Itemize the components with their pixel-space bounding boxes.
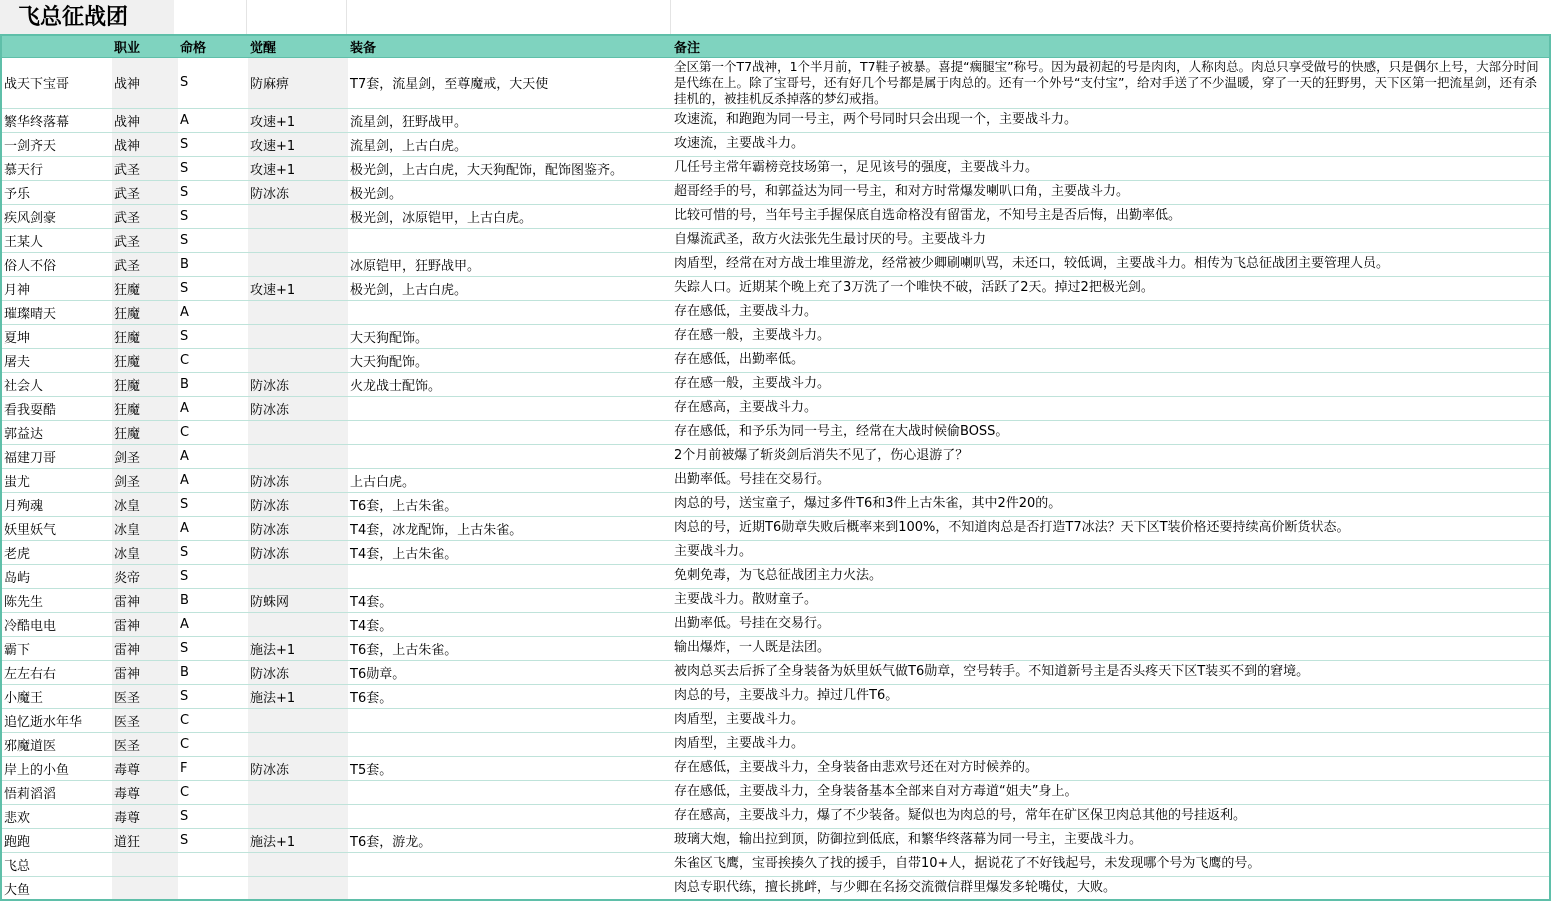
cell-name[interactable]: 福建刀哥	[4, 450, 57, 466]
table-row	[2, 132, 1551, 156]
cell-name[interactable]: 跑跑	[4, 834, 31, 850]
cell-name[interactable]: 霸下	[4, 642, 31, 658]
cell-class[interactable]: 毒尊	[112, 756, 178, 780]
cell-awakening[interactable]	[248, 444, 348, 468]
cell-rank[interactable]: S	[180, 75, 189, 90]
cell-rank[interactable]: B	[180, 664, 189, 680]
table-row	[2, 828, 1551, 852]
cell-awakening[interactable]: 施法+1	[248, 636, 348, 660]
cell-equipment[interactable]	[348, 876, 672, 900]
cell-rank[interactable]: S	[180, 184, 189, 200]
cell-rank[interactable]: B	[180, 376, 189, 392]
cell-notes[interactable]: 存在感低，主要战斗力，全身装备基本全部来自对方毒道“姐夫”身上。	[674, 784, 1078, 799]
cell-awakening[interactable]: 防冰冻	[248, 396, 348, 420]
cell-name[interactable]: 悟莉滔滔	[4, 786, 57, 802]
cell-awakening[interactable]: 防麻痹	[248, 57, 348, 108]
header-cell-name[interactable]	[2, 35, 112, 57]
table-row	[2, 252, 1551, 276]
gridline	[346, 0, 347, 34]
cell-name[interactable]: 悲欢	[4, 810, 31, 826]
cell-awakening[interactable]: 攻速+1	[248, 132, 348, 156]
cell-awakening[interactable]	[248, 564, 348, 588]
cell-name[interactable]: 璀璨晴天	[4, 306, 57, 322]
cell-equipment[interactable]: T4套。	[350, 618, 393, 634]
cell-name[interactable]: 疾风剑豪	[4, 210, 57, 226]
table-row	[2, 804, 1551, 828]
cell-awakening[interactable]	[248, 348, 348, 372]
header-row	[2, 35, 1551, 57]
cell-name[interactable]: 飞总	[4, 858, 31, 874]
table-row	[2, 852, 1551, 876]
table-row	[2, 276, 1551, 300]
header-cell-rank[interactable]: 命格	[178, 35, 248, 57]
cell-rank[interactable]: C	[180, 784, 190, 800]
table-row	[2, 396, 1551, 420]
cell-class[interactable]: 雷神	[112, 660, 178, 684]
cell-equipment[interactable]: 上古白虎。	[350, 474, 416, 490]
table-row	[2, 348, 1551, 372]
cell-rank[interactable]: S	[180, 328, 189, 344]
table-row	[2, 660, 1551, 684]
table-row	[2, 156, 1551, 180]
cell-notes[interactable]: 几任号主常年霸榜竞技场第一，足见该号的强度，主要战斗力。	[674, 160, 1039, 175]
cell-class[interactable]: 武圣	[112, 180, 178, 204]
cell-notes[interactable]: 存在感低，出勤率低。	[674, 352, 805, 367]
cell-rank[interactable]	[178, 876, 248, 900]
cell-name[interactable]: 大鱼	[4, 882, 31, 898]
table-row	[2, 564, 1551, 588]
cell-name[interactable]: 妖里妖气	[4, 522, 57, 538]
cell-equipment[interactable]: 大天狗配饰。	[350, 330, 429, 346]
cell-rank[interactable]: S	[180, 208, 189, 224]
table-row	[2, 780, 1551, 804]
cell-notes[interactable]: 存在感一般，主要战斗力。	[674, 328, 831, 343]
cell-class[interactable]: 医圣	[112, 732, 178, 756]
cell-notes[interactable]: 2个月前被爆了斩炎剑后消失不见了，伤心退游了？	[674, 448, 969, 463]
cell-notes[interactable]: 攻速流，和跑跑为同一号主，两个号同时只会出现一个，主要战斗力。	[674, 112, 1078, 127]
cell-class[interactable]: 冰皇	[112, 540, 178, 564]
cell-notes[interactable]: 被肉总买去后拆了全身装备为妖里妖气做T6勋章，空号转手。不知道新号主是否头疼天下区T装买不到的窘境。	[674, 664, 1310, 679]
table-row	[2, 612, 1551, 636]
cell-class[interactable]: 剑圣	[112, 444, 178, 468]
cell-class[interactable]: 雷神	[112, 612, 178, 636]
cell-rank[interactable]: A	[180, 112, 189, 128]
cell-rank[interactable]: S	[180, 232, 189, 248]
cell-equipment[interactable]: 大天狗配饰。	[350, 354, 429, 370]
cell-rank[interactable]: B	[180, 256, 189, 272]
cell-equipment[interactable]	[348, 228, 672, 252]
cell-rank[interactable]	[178, 852, 248, 876]
cell-awakening[interactable]: 防冰冻	[248, 372, 348, 396]
cell-equipment[interactable]: 极光剑。	[350, 186, 403, 202]
cell-equipment[interactable]	[348, 732, 672, 756]
cell-class[interactable]: 道狂	[112, 828, 178, 852]
cell-awakening[interactable]: 防冰冻	[248, 660, 348, 684]
cell-class[interactable]: 战神	[112, 132, 178, 156]
table-row	[2, 468, 1551, 492]
cell-notes[interactable]: 玻璃大炮，输出拉到顶，防御拉到低底，和繁华终落幕为同一号主，主要战斗力。	[674, 832, 1143, 847]
cell-notes[interactable]: 全区第一个T7战神，1个半月前，T7鞋子被暴。喜提“瘸腿宝”称号。因为最初起的号是肉肉，人称肉总。肉总只享受做号的快感，只是偶尔上号，大部分时间是代练在上。除了宝哥号，还有好几个号都是属于肉总的。还有一个外号“支付宝”，给对手送了不少温暖，穿了一天的狂野男，天下区第一把流星剑，还有杀挂机的，被挂机反杀掉落的梦幻戒指。	[674, 58, 1539, 106]
cell-equipment[interactable]: 流星剑，上古白虎。	[350, 138, 468, 154]
cell-rank[interactable]: S	[180, 808, 189, 824]
cell-awakening[interactable]: 防冰冻	[248, 756, 348, 780]
cell-awakening[interactable]	[248, 804, 348, 828]
cell-name[interactable]: 岛屿	[4, 570, 31, 586]
cell-name[interactable]: 社会人	[4, 378, 44, 394]
gridline	[670, 0, 671, 34]
cell-name[interactable]: 予乐	[4, 186, 31, 202]
cell-equipment[interactable]: T6套，上古朱雀。	[350, 498, 458, 514]
cell-awakening[interactable]	[248, 732, 348, 756]
cell-awakening[interactable]: 防冰冻	[248, 540, 348, 564]
cell-class[interactable]: 雷神	[112, 636, 178, 660]
cell-name[interactable]: 战天下宝哥	[4, 77, 70, 92]
cell-equipment[interactable]: T6套。	[350, 690, 393, 706]
table-row	[2, 204, 1551, 228]
cell-awakening[interactable]: 施法+1	[248, 828, 348, 852]
cell-class[interactable]: 炎帝	[112, 564, 178, 588]
cell-rank[interactable]: S	[180, 136, 189, 152]
table-row	[2, 636, 1551, 660]
cell-class[interactable]: 雷神	[112, 588, 178, 612]
cell-awakening[interactable]: 防冰冻	[248, 516, 348, 540]
cell-class[interactable]	[112, 852, 178, 876]
cell-awakening[interactable]	[248, 420, 348, 444]
cell-equipment[interactable]: T6套，上古朱雀。	[350, 642, 458, 658]
table-row	[2, 108, 1551, 132]
table-row	[2, 540, 1551, 564]
cell-class[interactable]: 医圣	[112, 684, 178, 708]
cell-name[interactable]: 岸上的小鱼	[4, 762, 70, 778]
gridline	[246, 0, 247, 34]
cell-equipment[interactable]: T5套。	[350, 762, 393, 778]
cell-equipment[interactable]: T6勋章。	[350, 666, 406, 682]
cell-notes[interactable]: 存在感一般，主要战斗力。	[674, 376, 831, 391]
cell-class[interactable]: 毒尊	[112, 804, 178, 828]
cell-awakening[interactable]: 防冰冻	[248, 180, 348, 204]
cell-name[interactable]: 追忆逝水年华	[4, 714, 83, 730]
cell-notes[interactable]: 主要战斗力。	[674, 544, 753, 559]
cell-name[interactable]: 左左右右	[4, 666, 57, 682]
cell-equipment[interactable]: 极光剑，冰原铠甲，上古白虎。	[350, 210, 533, 226]
cell-notes[interactable]: 失踪人口。近期某个晚上充了3万洗了一个唯快不破，活跃了2天。掉过2把极光剑。	[674, 280, 1154, 295]
cell-equipment[interactable]: T4套，冰龙配饰，上古朱雀。	[350, 522, 523, 538]
cell-rank[interactable]: A	[180, 400, 189, 416]
cell-rank[interactable]: C	[180, 736, 190, 752]
cell-notes[interactable]: 肉总的号，近期T6勋章失败后概率来到100%，不知道肉总是否打造T7冰法？天下区T装价格还要持续高价断货状态。	[674, 520, 1350, 535]
cell-awakening[interactable]	[248, 852, 348, 876]
cell-name[interactable]: 夏坤	[4, 330, 31, 346]
cell-class[interactable]: 武圣	[112, 228, 178, 252]
cell-equipment[interactable]	[348, 420, 672, 444]
cell-awakening[interactable]	[248, 780, 348, 804]
table-row	[2, 756, 1551, 780]
cell-name[interactable]: 看我耍酷	[4, 402, 57, 418]
table-row	[2, 420, 1551, 444]
table-row	[2, 228, 1551, 252]
cell-rank[interactable]: S	[180, 640, 189, 656]
cell-name[interactable]: 蚩尤	[4, 474, 31, 490]
cell-awakening[interactable]	[248, 228, 348, 252]
cell-notes[interactable]: 免刺免毒，为飞总征战团主力火法。	[674, 568, 883, 583]
cell-rank[interactable]: F	[180, 760, 188, 776]
cell-equipment[interactable]	[348, 804, 672, 828]
cell-notes[interactable]: 自爆流武圣，敌方火法张先生最讨厌的号。主要战斗力	[674, 232, 987, 247]
cell-awakening[interactable]	[248, 324, 348, 348]
table-row	[2, 372, 1551, 396]
cell-class[interactable]	[112, 876, 178, 900]
cell-equipment[interactable]	[348, 780, 672, 804]
cell-rank[interactable]: A	[180, 616, 189, 632]
header-cell-equipment[interactable]: 装备	[348, 35, 672, 57]
cell-name[interactable]: 一剑齐天	[4, 138, 57, 154]
cell-name[interactable]: 小魔王	[4, 690, 44, 706]
cell-notes[interactable]: 存在感低，和予乐为同一号主，经常在大战时候偷BOSS。	[674, 424, 1009, 439]
cell-rank[interactable]: S	[180, 568, 189, 584]
cell-class[interactable]: 剑圣	[112, 468, 178, 492]
cell-name[interactable]: 冷酷电电	[4, 618, 57, 634]
cell-class[interactable]: 狂魔	[112, 324, 178, 348]
cell-equipment[interactable]	[348, 852, 672, 876]
cell-equipment[interactable]: 流星剑，狂野战甲。	[350, 114, 468, 130]
title-row	[0, 0, 1553, 34]
cell-class[interactable]: 狂魔	[112, 420, 178, 444]
table-row	[2, 684, 1551, 708]
data-table-frame	[0, 34, 1551, 901]
cell-class[interactable]: 武圣	[112, 252, 178, 276]
table-row	[2, 876, 1551, 900]
cell-equipment[interactable]: 火龙战士配饰。	[350, 378, 442, 394]
cell-class[interactable]: 冰皇	[112, 492, 178, 516]
cell-equipment[interactable]: 冰原铠甲，狂野战甲。	[350, 258, 481, 274]
table-row	[2, 324, 1551, 348]
cell-notes[interactable]: 存在感高，主要战斗力，爆了不少装备。疑似也为肉总的号，常年在矿区保卫肉总其他的号挂返利。	[674, 808, 1247, 823]
cell-equipment[interactable]	[348, 444, 672, 468]
cell-notes[interactable]: 存在感高，主要战斗力。	[674, 400, 818, 415]
cell-equipment[interactable]: T7套，流星剑，至尊魔戒，大天使	[350, 77, 549, 92]
cell-name[interactable]: 慕天行	[4, 162, 44, 178]
table-row	[2, 708, 1551, 732]
cell-awakening[interactable]: 攻速+1	[248, 276, 348, 300]
cell-rank[interactable]: A	[180, 304, 189, 320]
cell-equipment[interactable]: T4套。	[350, 594, 393, 610]
cell-awakening[interactable]: 施法+1	[248, 684, 348, 708]
cell-rank[interactable]: A	[180, 520, 189, 536]
cell-awakening[interactable]	[248, 876, 348, 900]
cell-notes[interactable]: 比较可惜的号，当年号主手握保底自选命格没有留雷龙，不知号主是否后悔，出勤率低。	[674, 208, 1182, 223]
cell-notes[interactable]: 攻速流，主要战斗力。	[674, 136, 805, 151]
cell-rank[interactable]: S	[180, 280, 189, 296]
table-row	[2, 180, 1551, 204]
cell-name[interactable]: 月神	[4, 282, 31, 298]
cell-class[interactable]: 狂魔	[112, 276, 178, 300]
cell-equipment[interactable]: T6套，游龙。	[350, 834, 432, 850]
cell-awakening[interactable]: 防冰冻	[248, 492, 348, 516]
data-table	[2, 34, 1551, 901]
cell-rank[interactable]: S	[180, 688, 189, 704]
cell-class[interactable]: 毒尊	[112, 780, 178, 804]
cell-rank[interactable]: S	[180, 160, 189, 176]
cell-awakening[interactable]	[248, 612, 348, 636]
cell-notes[interactable]: 肉盾型，主要战斗力。	[674, 736, 805, 751]
cell-awakening[interactable]	[248, 204, 348, 228]
cell-class[interactable]: 武圣	[112, 156, 178, 180]
cell-name[interactable]: 繁华终落幕	[4, 114, 70, 130]
cell-notes[interactable]: 主要战斗力。散财童子。	[674, 592, 818, 607]
cell-class[interactable]: 狂魔	[112, 300, 178, 324]
cell-equipment[interactable]	[348, 396, 672, 420]
cell-class[interactable]: 狂魔	[112, 348, 178, 372]
cell-name[interactable]: 月殉魂	[4, 498, 44, 514]
header-cell-awakening[interactable]: 觉醒	[248, 35, 348, 57]
cell-rank[interactable]: C	[180, 712, 190, 728]
cell-equipment[interactable]: 极光剑，上古白虎。	[350, 282, 468, 298]
cell-class[interactable]: 战神	[112, 57, 178, 108]
cell-notes[interactable]: 肉盾型，主要战斗力。	[674, 712, 805, 727]
cell-awakening[interactable]: 防蛛网	[248, 588, 348, 612]
cell-name[interactable]: 屠夫	[4, 354, 31, 370]
cell-notes[interactable]: 存在感低，主要战斗力。	[674, 304, 818, 319]
cell-rank[interactable]: B	[180, 592, 189, 608]
cell-class[interactable]: 狂魔	[112, 372, 178, 396]
cell-name[interactable]: 老虎	[4, 546, 31, 562]
cell-awakening[interactable]: 攻速+1	[248, 108, 348, 132]
cell-notes[interactable]: 肉总专职代练，擅长挑衅，与少卿在名扬交流微信群里爆发多轮嘴仗，大败。	[674, 880, 1117, 895]
cell-equipment[interactable]	[348, 708, 672, 732]
cell-name[interactable]: 王某人	[4, 234, 44, 250]
table-row	[2, 588, 1551, 612]
cell-equipment[interactable]: T4套，上古朱雀。	[350, 546, 458, 562]
cell-notes[interactable]: 肉总的号，送宝童子，爆过多件T6和3件上古朱雀，其中2件20的。	[674, 496, 1062, 511]
cell-awakening[interactable]	[248, 300, 348, 324]
cell-rank[interactable]: C	[180, 424, 190, 440]
cell-class[interactable]: 狂魔	[112, 396, 178, 420]
cell-notes[interactable]: 输出爆炸，一人既是法团。	[674, 640, 831, 655]
header-cell-notes[interactable]: 备注	[672, 35, 1551, 57]
cell-name[interactable]: 郭益达	[4, 426, 44, 442]
cell-name[interactable]: 陈先生	[4, 594, 44, 610]
cell-notes[interactable]: 朱雀区飞鹰，宝哥挨揍久了找的援手，自带10+人，据说花了不好钱起号，未发现哪个号为飞鹰的号。	[674, 856, 1261, 871]
cell-equipment[interactable]	[348, 300, 672, 324]
table-row	[2, 300, 1551, 324]
cell-notes[interactable]: 存在感低，主要战斗力，全身装备由悲欢号还在对方时候养的。	[674, 760, 1039, 775]
cell-notes[interactable]: 超哥经手的号，和郭益达为同一号主，和对方时常爆发喇叭口角，主要战斗力。	[674, 184, 1130, 199]
table-row	[2, 516, 1551, 540]
cell-awakening[interactable]	[248, 708, 348, 732]
cell-awakening[interactable]	[248, 252, 348, 276]
header-cell-class[interactable]: 职业	[112, 35, 178, 57]
table-row	[2, 57, 1551, 108]
cell-rank[interactable]: A	[180, 448, 189, 464]
sheet-title[interactable]: 飞总征战团	[0, 0, 174, 34]
cell-notes[interactable]: 出勤率低。号挂在交易行。	[674, 616, 831, 631]
cell-equipment[interactable]: 极光剑，上古白虎，大天狗配饰，配饰图鉴齐。	[350, 162, 624, 178]
cell-equipment[interactable]	[348, 564, 672, 588]
table-row	[2, 492, 1551, 516]
cell-awakening[interactable]: 防冰冻	[248, 468, 348, 492]
cell-notes[interactable]: 肉总的号，主要战斗力。掉过几件T6。	[674, 688, 899, 703]
cell-class[interactable]: 战神	[112, 108, 178, 132]
cell-rank[interactable]: A	[180, 472, 189, 488]
cell-notes[interactable]: 肉盾型，经常在对方战士堆里游龙，经常被少卿刷喇叭骂，未还口，较低调，主要战斗力。相传为飞总征战团主要管理人员。	[674, 256, 1390, 271]
cell-rank[interactable]: S	[180, 832, 189, 848]
table-row	[2, 444, 1551, 468]
cell-class[interactable]: 冰皇	[112, 516, 178, 540]
cell-awakening[interactable]: 攻速+1	[248, 156, 348, 180]
cell-name[interactable]: 俗人不俗	[4, 258, 57, 274]
cell-rank[interactable]: S	[180, 544, 189, 560]
cell-notes[interactable]: 出勤率低。号挂在交易行。	[674, 472, 831, 487]
cell-rank[interactable]: S	[180, 496, 189, 512]
cell-class[interactable]: 医圣	[112, 708, 178, 732]
table-row	[2, 732, 1551, 756]
cell-rank[interactable]: C	[180, 352, 190, 368]
cell-class[interactable]: 武圣	[112, 204, 178, 228]
cell-name[interactable]: 邪魔道医	[4, 738, 57, 754]
